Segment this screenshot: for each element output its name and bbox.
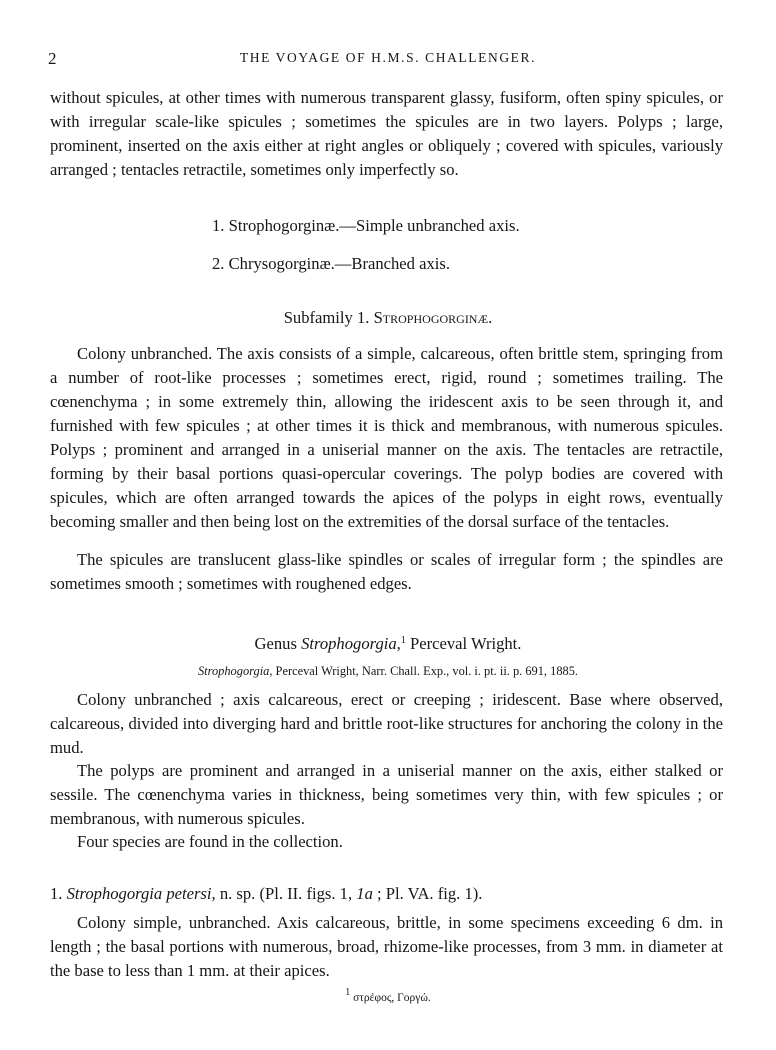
species-description: Colony simple, unbranched. Axis calcareous, brittle, in some specimens exceeding 6 dm. in length ; the basal portions with numerous, broad, rhizome-like processes, from 3 mm. in diameter at the base to less than 1 mm. at their apices. bbox=[50, 913, 723, 980]
genus-author: Perceval Wright. bbox=[409, 634, 522, 653]
citation-reference: Perceval Wright, Narr. Chall. Exp., vol. i. pt. ii. p. 691, 1885. bbox=[275, 664, 579, 678]
page-number: 2 bbox=[48, 49, 57, 68]
footnote bbox=[0, 987, 776, 1006]
subfamily-list-item-1 bbox=[212, 214, 520, 238]
species-plate-ref-2: ; Pl. VA. fig. 1). bbox=[377, 884, 483, 903]
subfamily-list-item-2 bbox=[212, 252, 450, 276]
running-title: THE VOYAGE OF H.M.S. CHALLENGER. bbox=[239, 50, 537, 65]
running-header bbox=[0, 49, 776, 71]
list-number: 1. bbox=[212, 216, 225, 235]
species-number: 1. bbox=[50, 884, 63, 903]
subfamily-prefix: Subfamily 1. bbox=[283, 308, 370, 327]
intro-paragraph: without spicules, at other times with numerous transparent glassy, fusiform, often spiny spicules, or with irregular scale-like spicules ; sometimes the spicules are in two layers. Polyps ; large, prominent, inserted on the axis either at right angles or obliquely ; covered with spicules, variously arranged ; tentacles retractile, sometimes only imperfectly so. bbox=[50, 88, 723, 179]
subfamily-heading bbox=[0, 306, 776, 330]
species-count: Four species are found in the collection. bbox=[77, 832, 343, 851]
genus-heading bbox=[0, 632, 776, 656]
citation-name: Strophogorgia, bbox=[197, 664, 273, 678]
species-plate-ref: n. sp. (Pl. II. figs. 1, bbox=[219, 884, 353, 903]
genus-description: Colony unbranched ; axis calcareous, erect or creeping ; iridescent. Base where observed, calcareous, divided into diverging hard and brittle root-like structures for anchoring the colony in the mud. bbox=[50, 690, 723, 757]
genus-name: Strophogorgia, bbox=[301, 634, 401, 653]
species-fig-a: 1a bbox=[356, 884, 373, 903]
subfamily-description: Colony unbranched. The axis consists of a simple, calcareous, often brittle stem, springing from a number of root-like processes ; sometimes erect, rigid, round ; sometimes trailing. The cœnenchyma ; in some extremely thin, allowing the iridescent axis to be seen through it, and furnished with few spicules ; at other times it is thick and membranous, with numerous spicules. Polyps ; prominent and arranged in a uniserial manner on the axis. The tentacles are retractile, forming by their basal portions quasi-opercular coverings. The polyp bodies are covered with spicules, which are often arranged towards the apices of the polyps in eight rows, eventually becoming smaller and then being lost on the extremities of the dorsal surface of the tentacles. bbox=[50, 344, 723, 531]
polyps-description: The polyps are prominent and arranged in a uniserial manner on the axis, either stalked or sessile. The cœnenchyma varies in thickness, being sometimes very thin, with few spicules ; or membranous, with numerous spicules. bbox=[50, 761, 723, 828]
genus-prefix: Genus bbox=[254, 634, 297, 653]
species-heading bbox=[50, 882, 482, 906]
list-text: Strophogorginæ.—Simple unbranched axis. bbox=[228, 216, 520, 235]
list-text: Chrysogorginæ.—Branched axis. bbox=[228, 254, 450, 273]
list-number: 2. bbox=[212, 254, 225, 273]
footnote-mark: 1 bbox=[345, 987, 351, 998]
subfamily-name: Strophogorginæ. bbox=[373, 308, 493, 327]
footnote-text: στρέφος, Γοργώ. bbox=[353, 992, 431, 1004]
species-name: Strophogorgia petersi, bbox=[66, 884, 216, 903]
spicules-description: The spicules are translucent glass-like spindles or scales of irregular form ; the spindles are sometimes smooth ; sometimes with roughened edges. bbox=[50, 550, 723, 593]
footnote-reference: 1 bbox=[400, 635, 406, 646]
genus-citation bbox=[0, 662, 776, 680]
